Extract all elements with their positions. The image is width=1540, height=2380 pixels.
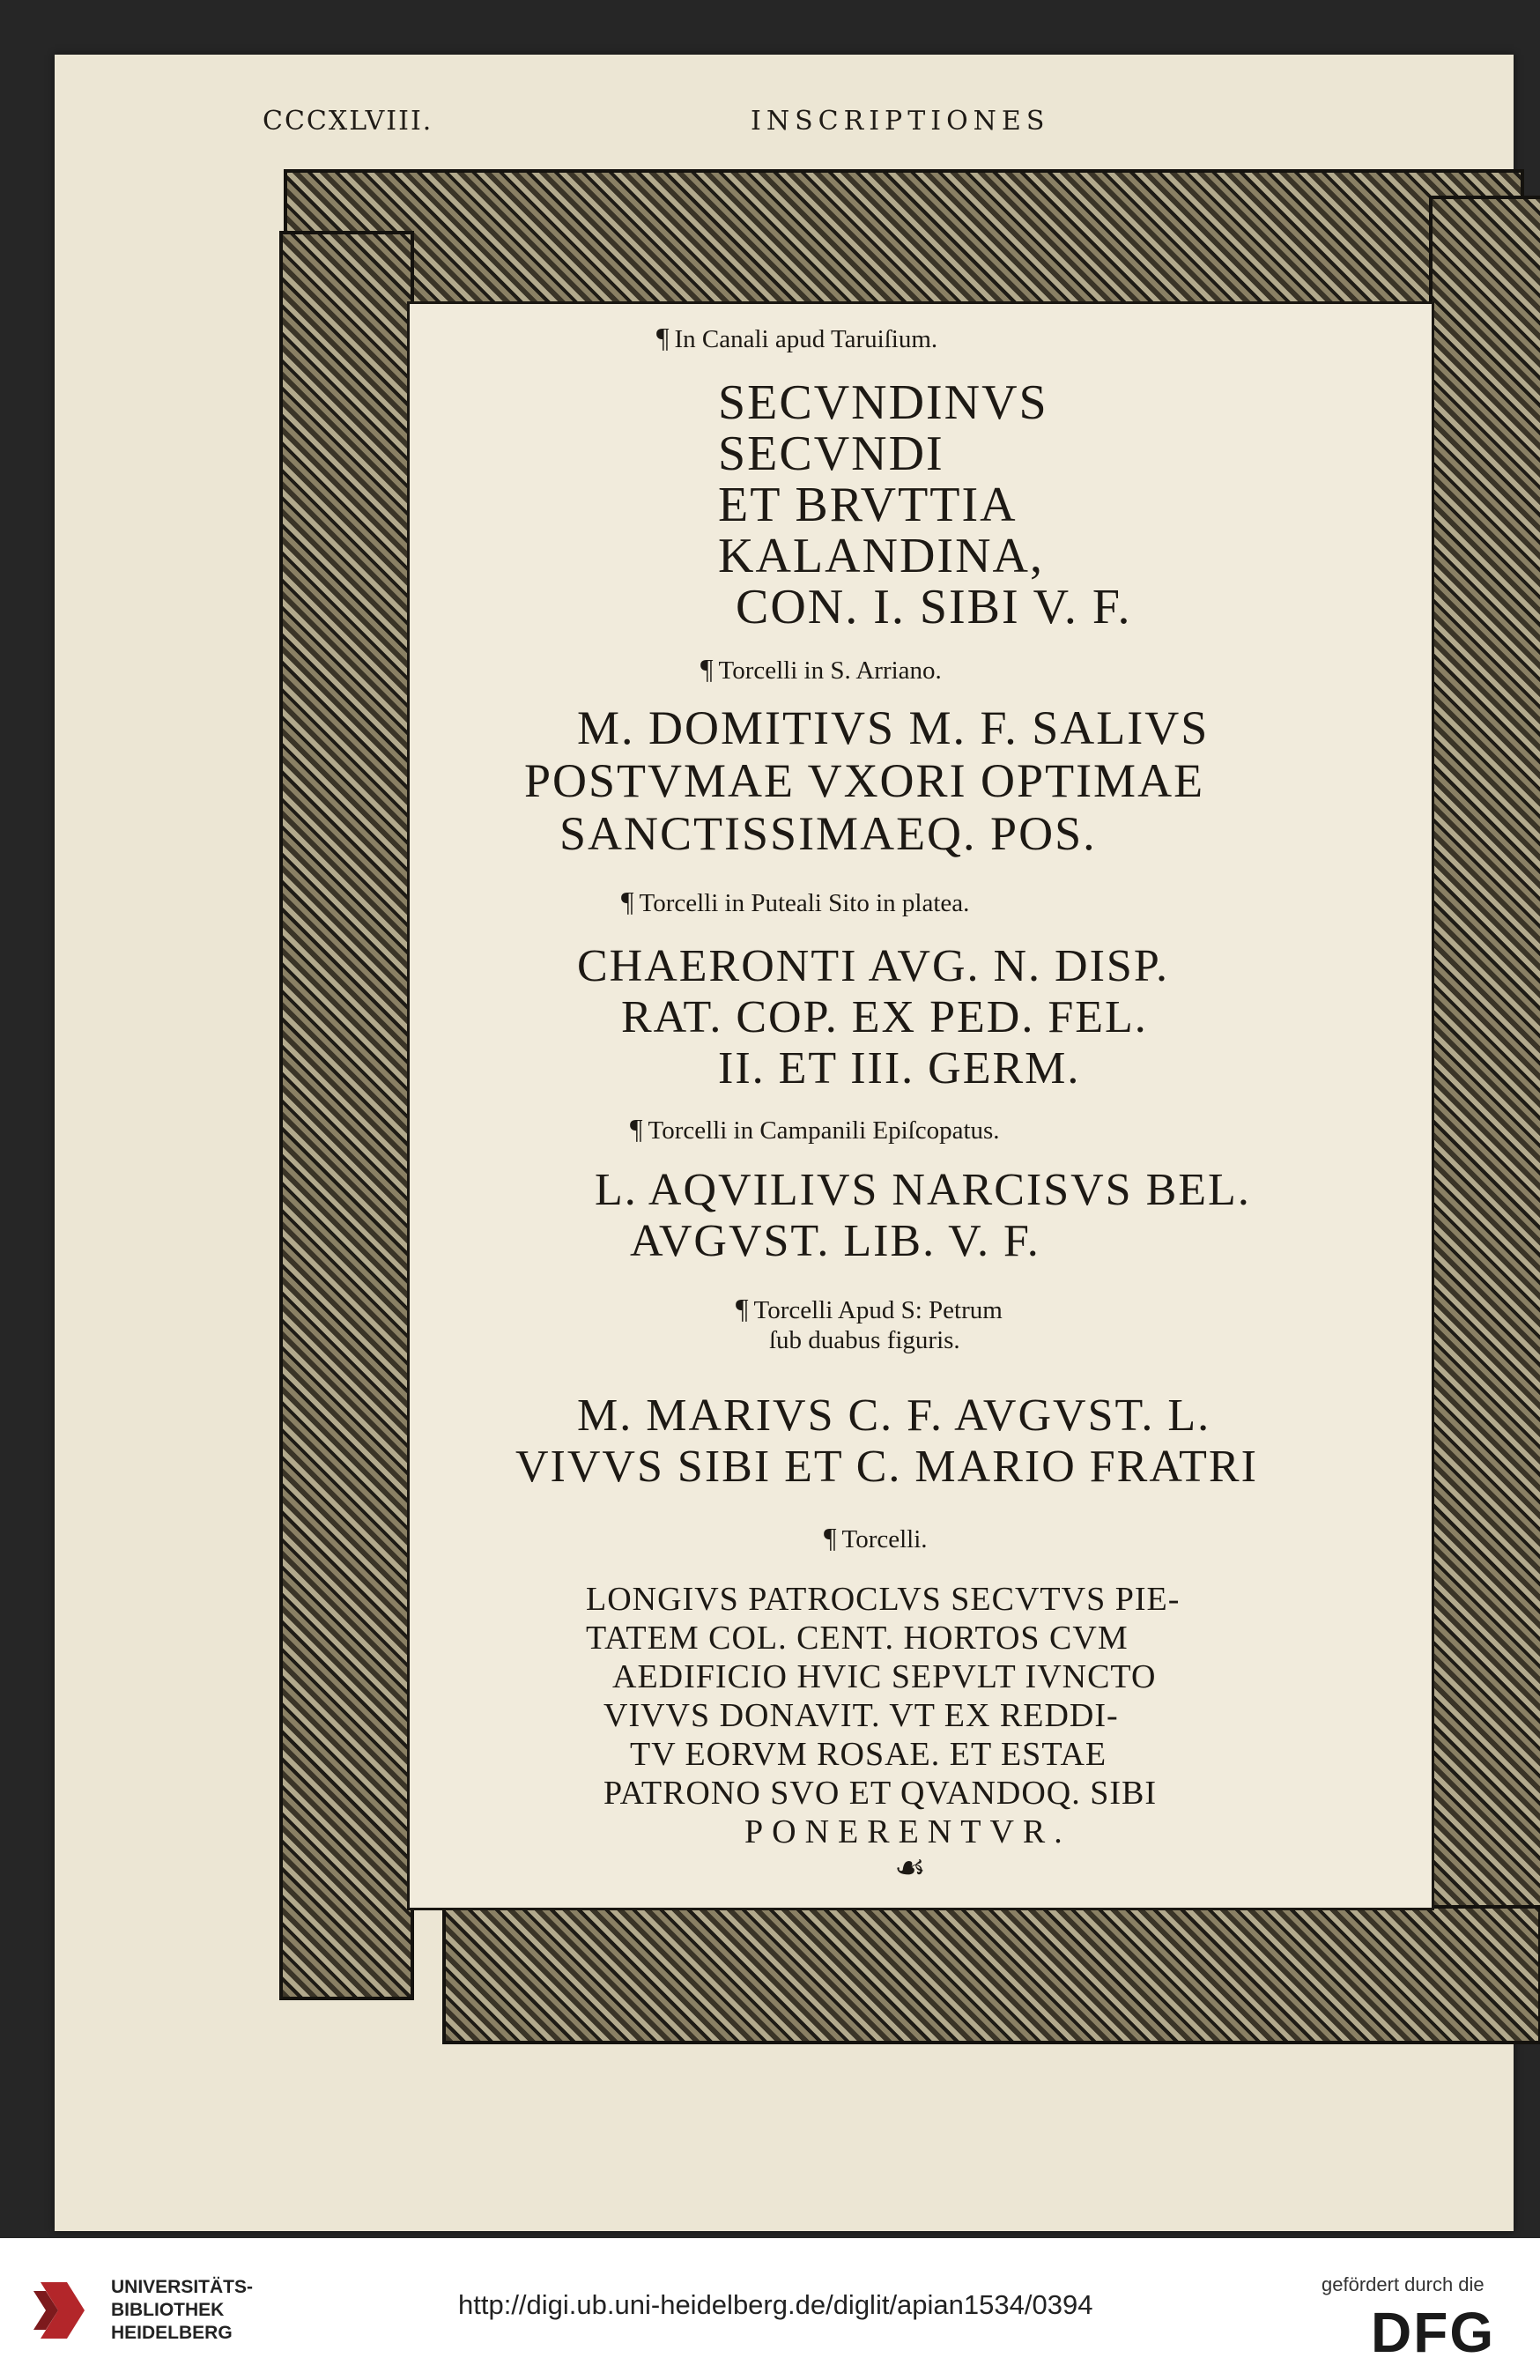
inscription-line: LONGIVS PATROCLVS SECVTVS PIE- <box>586 1581 1181 1618</box>
inscription-line: ET BRVTTIA <box>718 478 1018 532</box>
inscription-line: II. ET III. GERM. <box>718 1043 1081 1094</box>
location-caption: ¶ Torcelli in Puteali Sito in platea. <box>621 886 970 917</box>
woodcut-border-right <box>1429 196 1540 1991</box>
inscription-line: PATRONO SVO ET QVANDOQ. SIBI <box>603 1775 1158 1812</box>
inscription-line: SECVNDI <box>718 426 944 481</box>
running-title: INSCRIPTIONES <box>751 106 1050 137</box>
inscription-line: AEDIFICIO HVIC SEPVLT IVNCTO <box>612 1658 1157 1695</box>
library-name-line1: UNIVERSITÄTS- <box>111 2277 254 2297</box>
fleuron-ornament: ☙ <box>894 1848 926 1888</box>
inscription-line: PONERENTVR. <box>744 1813 1071 1850</box>
woodcut-border-bottom <box>442 1905 1540 2044</box>
inscription-line: KALANDINA, <box>718 529 1044 583</box>
funding-label: gefördert durch die <box>1322 2273 1484 2295</box>
location-caption-line2: ſub duabus figuris. <box>769 1326 960 1354</box>
viewer-footer <box>0 2238 1540 2380</box>
inscription-line: CHAERONTI AVG. N. DISP. <box>577 941 1170 991</box>
woodcut-border-left <box>279 231 414 2000</box>
location-caption: ¶ Torcelli. <box>824 1522 928 1553</box>
location-caption: ¶ Torcelli in Campanili Epiſcopatus. <box>630 1113 1000 1145</box>
location-caption: ¶ Torcelli in S. Arriano. <box>700 653 942 685</box>
book-page <box>55 55 1514 2231</box>
library-name-line2: BIBLIOTHEK <box>111 2300 225 2320</box>
inscription-line: M. MARIVS C. F. AVGVST. L. <box>577 1390 1211 1441</box>
inscription-line: TV EORVM ROSAE. ET ESTAE <box>630 1736 1107 1773</box>
university-logo-icon <box>32 2273 93 2347</box>
inscription-line: M. DOMITIVS M. F. SALIVS <box>577 701 1210 754</box>
location-caption: ¶ Torcelli Apud S: Petrum <box>736 1293 1003 1324</box>
inscription-line: AVGVST. LIB. V. F. <box>630 1216 1040 1266</box>
dfg-logo: DFG <box>1371 2301 1496 2364</box>
inscription-line: POSTVMAE VXORI OPTIMAE <box>524 754 1205 807</box>
library-name-line3: HEIDELBERG <box>111 2323 233 2343</box>
text-block <box>407 301 1434 1910</box>
location-caption: ¶ In Canali apud Taruiſium. <box>656 322 938 353</box>
permalink-url[interactable]: http://digi.ub.uni-heidelberg.de/diglit/apian1534/0394 <box>458 2289 1093 2320</box>
inscription-line: RAT. COP. EX PED. FEL. <box>621 992 1148 1042</box>
inscription-line: L. AQVILIVS NARCISVS BEL. <box>595 1165 1251 1215</box>
inscription-line: VIVVS SIBI ET C. MARIO FRATRI <box>515 1442 1258 1492</box>
woodcut-border-top <box>284 169 1524 308</box>
inscription-line: SECVNDINVS <box>718 375 1048 430</box>
inscription-line: TATEM COL. CENT. HORTOS CVM <box>586 1620 1129 1657</box>
page-number: CCCXLVIII. <box>263 106 433 137</box>
inscription-line: CON. I. SIBI V. F. <box>736 580 1132 634</box>
inscription-line: SANCTISSIMAEQ. POS. <box>559 807 1097 860</box>
inscription-line: VIVVS DONAVIT. VT EX REDDI- <box>603 1697 1119 1734</box>
